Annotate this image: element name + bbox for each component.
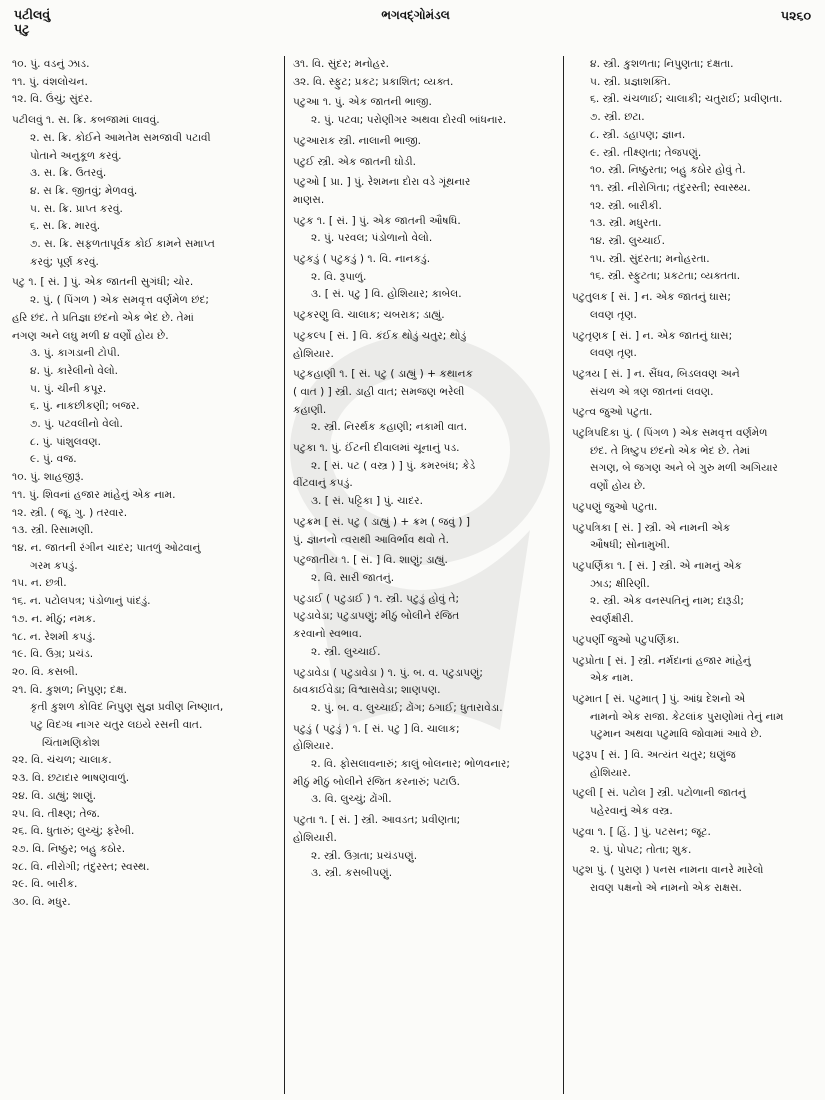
entry-line: ૨. વિ. રૂપાળું.: [311, 270, 367, 283]
entry-line: ૩. [ સં. પટ્ટિકા ] પું. ચાદર.: [311, 495, 424, 508]
page-header: [14, 7, 811, 36]
entry-line: ૩. [ સં. પટુ ] વિ. હોશિયાર; કાબેલ.: [311, 288, 462, 301]
entry-line: પટુકા ૧. પું. ઈંટની દીવાલમાં ચૂનાનું પડ.: [293, 442, 460, 455]
entry-line: પટુપર્ણિકા ૧. [ સં. ] સ્ત્રી. એ નામનું એક: [572, 559, 742, 572]
column-1: [12, 56, 285, 1094]
entry-line: પોતાને અનુકૂળ કરવું.: [30, 149, 122, 162]
entry-line: પટુ વિદગ્ધ નાગર ચતુર લઇયે રસની વાત.: [30, 719, 203, 732]
entry-line: સ્વર્ણક્ષીરી.: [590, 613, 634, 626]
entry-line: ૩. વિ. લુચ્ચું; ઢોંગી.: [311, 793, 392, 806]
entry-line: વર્ણો હોય છે.: [590, 480, 646, 493]
entry-line: પટુકરણુ વિ. ચાલાક; ચબરાક; ડાહ્યું.: [293, 309, 445, 322]
entry-line: પટુત્રય [ સં. ] ન. સૈંધવ, બિડલવણ અને: [572, 367, 740, 380]
header-guide-word-secondary: પટુ: [14, 21, 30, 36]
entry-line: ૨૬. વિ. ધુતારું; લુચ્ચું; ફરેબી.: [12, 825, 135, 838]
entry-line: પટુકહાણી ૧. [ સં. પટુ ( ડાહ્યું ) + કથાનક: [293, 368, 473, 381]
entry-line: પટુડાવેડા ( પટુડાવેડા ) ૧. પું. બ. વ. પટુડાપણું;: [293, 666, 483, 679]
entry-line: ૧૫. સ્ત્રી. સુંદરતા; મનોહરતા.: [590, 252, 710, 265]
entry-line: પટુતુલક [ સં. ] ન. એક જાતનું ઘાસ;: [572, 291, 731, 304]
entry-line: ૧૪. સ્ત્રી. લુચ્ચાઈ.: [590, 235, 665, 248]
entry-line: ૧૯. વિ. ઉગ્ર; પ્રચંડ.: [12, 648, 94, 661]
entry-line: લવણ તૃણ.: [590, 308, 637, 321]
header-page-number: ૫૨૬૦: [780, 8, 811, 23]
entry-line: ૪. સ ક્રિ. જીતવું; મેળવવું.: [30, 184, 138, 197]
entry-line: પટુઆ ૧. પું. એક જાતની ભાજી.: [293, 96, 432, 109]
entry-line: પટુતૃણક [ સં. ] ન. એક જાતનું ઘાસ;: [572, 329, 733, 342]
entry-line: પટુકલ્પ [ સં. ] વિ. કંઈક થોડું ચતુર; થોડું: [293, 329, 467, 342]
entry-line: ૧૩. સ્ત્રી. રિસામણી.: [12, 524, 94, 537]
entry-line: ૧૪. ન. જાતની રંગીન ચાદર; પાતળું ઓઢવાનું: [12, 541, 201, 554]
entry-line: ૫. સ્ત્રી. પ્રજ્ઞાશક્તિ.: [590, 75, 671, 88]
entry-line: ૫. પું. ચીની કપૂર.: [30, 382, 107, 395]
entry-line: ઔષધી; સોનામુખી.: [590, 539, 671, 552]
entry-line: ઝાડ; ક્ષીરિણી.: [590, 577, 650, 590]
entry-line: પટુપણું જુઓ પટુતા.: [572, 500, 658, 513]
entry-line: પટુઆરાક સ્ત્રી. નાલાની ભાજી.: [293, 134, 422, 147]
entry-line: માણસ.: [293, 193, 325, 206]
entry-line: ૧૫. ન. છત્રી.: [12, 577, 67, 590]
entry-line: ૨. સ્ત્રી. ઉગ્રતા; પ્રચંડપણું.: [311, 849, 418, 862]
entry-line: ૨. [ સં. પટ ( વસ્ત્ર ) ] પું. કમરબંધ; કેડે: [311, 459, 476, 472]
entry-line: ૩. સ. ક્રિ. ઉતરવું.: [30, 167, 107, 180]
entry-line: ઠાવકાઈવેડા; વિશ્વાસવેડા; શાણપણ.: [293, 684, 441, 697]
entry-line: વીંટવાનું કપડું.: [293, 477, 353, 490]
entry-line: ૩૦. વિ. મધુર.: [12, 896, 71, 909]
entry-line: નગણ અને લઘુ મળી ૪ વર્ણો હોય છે.: [12, 329, 169, 342]
entry-line: ૨૪. વિ. ડાહ્યું; શાણું.: [12, 789, 96, 802]
entry-line: ૫. સ. ક્રિ. પ્રાપ્ત કરવું.: [30, 202, 123, 215]
entry-line: પટુશ પું. ( પુરાણ ) પનસ નામના વાનરે મારેલો: [572, 864, 764, 877]
entry-line: ૨૮. વિ. નીરોગી; તંદુરસ્ત; સ્વસ્થ.: [12, 860, 150, 873]
entry-line: પટુકડું ( પટુકડું ) ૧. વિ. નાનકડું.: [293, 253, 431, 266]
column-3: [564, 56, 815, 1094]
entry-line: ૧૦. સ્ત્રી. નિષ્ઠુરતા; બહુ કઠોર હોવું તે.: [590, 164, 746, 177]
entry-line: પટુડાવેડા; પટુડાપણું; મીઠું બોલીને રંજિત: [293, 610, 460, 623]
entry-line: પટુવા ૧. [ હિં. ] પું. પટસન; જૂટ.: [572, 825, 711, 838]
entry-line: ૧૮. ન. રેશમી કપડું.: [12, 630, 96, 643]
entry-line: ૯. પું. વજ.: [30, 453, 77, 466]
entry-line: ૨. પું. ( પિંગળ ) એક સમવૃત્ત વર્ણમેળ છંદ;: [30, 294, 209, 307]
entry-line: ૪. પું. કારેલીનો વેલો.: [30, 364, 119, 377]
entry-line: હોશિયારી.: [293, 831, 337, 844]
entry-line: ૧૬. ન. પટોલપત્ર; પંડોળાનું પાંદડું.: [12, 595, 151, 608]
entry-line: પટુતા ૧. [ સં. ] સ્ત્રી. આવડત; પ્રવીણતા;: [293, 814, 461, 827]
entry-line: ૨. વિ. ફોસલાવનારું; કાલું બોલનાર; ભોળવનાર;: [311, 758, 510, 771]
entry-line: ૨. વિ. સારી જાતનું.: [311, 571, 395, 584]
entry-line: ૨૧. વિ. કુશળ; નિપુણ; દક્ષ.: [12, 683, 128, 696]
entry-line: હોશિયાર.: [293, 740, 334, 753]
entry-line: સંચળ એ ત્રણ જાતનાં લવણ.: [590, 385, 714, 398]
entry-line: ૨. પું. પરવલ; પંડોળાનો વેલો.: [311, 232, 433, 245]
entry-line: ૨૭. વિ. નિષ્ઠુર; બહુ કઠોર.: [12, 842, 126, 855]
entry-line: રાવણ પક્ષનો એ નામનો એક રાક્ષસ.: [590, 881, 742, 894]
entry-line: પટુક ૧. [ સં. ] પું. એક જાતની ઔષધિ.: [293, 214, 461, 227]
entry-line: ૭. સ્ત્રી. છટા.: [590, 111, 645, 124]
header-guide-word: પટીલવું: [14, 7, 51, 22]
entry-line: હોશિયાર.: [590, 766, 631, 779]
entry-line: ૨. પું. પોપટ; તોતા; શુક.: [590, 843, 692, 856]
entry-line: કૃતી કુશળ કોવિદ નિપુણ સુજ્ઞ પ્રવીણ નિષ્ણાત,: [30, 701, 224, 714]
entry-line: ચિંતામણિકોશ: [42, 736, 100, 749]
entry-line: પટુમાત [ સં. પટુમાત્ ] પું. આંધ્ર દેશનો એ: [572, 692, 746, 705]
entry-line: ૩. પું. કાગડાની ટોપી.: [30, 347, 120, 360]
entry-line: ૮. સ્ત્રી. ડહાપણ; જ્ઞાન.: [590, 128, 686, 141]
entry-line: ૬. સ્ત્રી. ચંચળાઈ; ચાલાકી; ચતુરાઈ; પ્રવીણતા.: [590, 93, 783, 106]
entry-line: પહેરવાનું એક વસ્ત્ર.: [590, 805, 673, 818]
entry-line: ૨. સ્ત્રી. નિરર્થક કહાણી; નકામી વાત.: [311, 421, 468, 434]
entry-line: ૨. સ્ત્રી. એક વનસ્પતિનું નામ; દારૂડી;: [590, 595, 744, 608]
entry-line: ૬. પું. નાકછીકણી; બજર.: [30, 400, 140, 413]
entry-line: પટુ ૧. [ સં. ] પું. એક જાતની સુગંધી; ચોર.: [12, 276, 194, 289]
header-book-title: ભગવદ્ગોમંડલ: [381, 8, 450, 22]
entry-line: ૧૬. સ્ત્રી. સ્ફુટતા; પ્રકટતા; વ્યક્તતા.: [590, 270, 741, 283]
entry-line: પટુજાતીય ૧. [ સં. ] વિ. શાણું; ડાહ્યું.: [293, 554, 448, 567]
entry-line: ૯. સ્ત્રી. તીક્ષ્ણતા; તેજપણું.: [590, 146, 702, 159]
entry-line: ૧૨. સ્ત્રી. ( જૂ. ગુ. ) તરવાર.: [12, 506, 128, 519]
entry-line: ૨. સ્ત્રી. લુચ્ચાઈ.: [311, 645, 381, 658]
entry-line: પટુપર્ણી જુઓ પટુપર્ણિકા.: [572, 633, 680, 646]
entry-line: ૨. સ. ક્રિ. કોઈને આમતેમ સમજાવી પટાવી: [30, 131, 211, 144]
entry-line: ૩. સ્ત્રી. કસબીપણું.: [311, 867, 393, 880]
entry-line: ૭. પું. પટવલીનો વેલો.: [30, 418, 123, 431]
entry-line: ૩૨. વિ. સ્ફુટ; પ્રકટ; પ્રકાશિત; વ્યક્ત.: [293, 75, 454, 88]
entry-line: પટુરૂપ [ સં. ] વિ. અત્યંત ચતુર; ઘણુંજ: [572, 749, 736, 762]
entry-line: કહાણી.: [293, 403, 327, 416]
entry-line: ૨૨. વિ. ચંચળ; ચાલાક.: [12, 754, 112, 767]
entry-line: ૨. પું. બ. વ. લુચ્ચાઈ; ઢોંગ; ઠગાઈ; ધુતારાવેડા.: [311, 701, 503, 714]
entry-line: પટુક્રમ [ સં. પટુ ( ડાહ્યું ) + ક્રમ ( જવું ) ]: [293, 515, 471, 528]
entry-line: ૨૯. વિ. બારીક.: [12, 878, 78, 891]
entry-line: પટુત્રિપદિકા પું. ( પિંગળ ) એક સમવૃત્ત વર્ણમેળ: [572, 427, 768, 440]
entry-line: સગણ, બે જગણ અને બે ગુરુ મળી અગિયાર: [590, 462, 778, 475]
entry-line: પટુત્વ જુઓ પટુતા.: [572, 406, 653, 419]
entry-line: પું. જ્ઞાનનો ત્વરાથી આવિર્ભાવ થવો તે.: [293, 533, 449, 546]
entry-line: પટુપ્રોતા [ સં. ] સ્ત્રી. નર્મદાનાં હજાર માંહેનું: [572, 654, 751, 667]
entry-line: ૪. સ્ત્રી. કુશળતા; નિપુણતા; દક્ષતા.: [590, 58, 734, 70]
entry-line: ૧૦. પું. શાહજીરૂં.: [12, 471, 84, 484]
entry-line: પટુઈ સ્ત્રી. એક જાતની ઘોડી.: [293, 155, 416, 168]
dictionary-columns: [12, 56, 815, 1094]
entry-line: પટુપત્રિકા [ સં. ] સ્ત્રી. એ નામની એક: [572, 521, 731, 534]
entry-line: ૧૦. પું. વડનું ઝાડ.: [12, 58, 90, 70]
entry-line: ગરમ કપડું.: [30, 559, 78, 572]
entry-line: લવણ તૃણ.: [590, 347, 637, 360]
entry-line: ૧૧. સ્ત્રી. નીરોગિતા; તંદુરસ્તી; સ્વાસ્થ્ય.: [590, 181, 751, 194]
entry-line: ૧૧. પું. વંશલોચન.: [12, 75, 88, 88]
entry-line: ૧૩. સ્ત્રી. મધુરતા.: [590, 217, 662, 230]
entry-line: ૨. પું. પટવા; પરોણીગર અથવા દોરવી બાંધનાર.: [311, 114, 507, 127]
entry-line: નામનો એક રાજા. કેટલાંક પુરાણોમાં તેનું નામ: [590, 710, 784, 723]
entry-line: ( વાત ) ] સ્ત્રી. ડાહી વાત; સમજણ ભરેલી: [293, 385, 465, 398]
entry-line: મીઠું મીઠું બોલીને રંજિત કરનારું; પટાઉ.: [293, 775, 460, 788]
column-2: [285, 56, 564, 1094]
entry-line: ૭. સ. ક્રિ. સફળતાપૂર્વક કોઈ કામને સમાપ્ત: [30, 238, 215, 251]
entry-line: ૨૫. વિ. તીક્ષ્ણ; તેજ.: [12, 807, 100, 820]
entry-line: પટુલી [ સં. પટોલ ] સ્ત્રી. પટોળાની જાતનું: [572, 787, 746, 800]
entry-line: ૩૧. વિ. સુંદર; મનોહર.: [293, 58, 390, 70]
entry-line: પટુડું ( પટુડું ) ૧. [ સં. પટુ ] વિ. ચાલાક;: [293, 722, 460, 735]
entry-line: ૧૭. ન. મીઠું; નમક.: [12, 612, 96, 625]
entry-line: ૮. પું. પાંશુલવણ.: [30, 435, 102, 448]
entry-line: પટુમાન અથવા પટુમાવિ જોવામાં આવે છે.: [590, 728, 763, 741]
entry-line: ૨૦. વિ. કસબી.: [12, 665, 79, 678]
entry-line: ૨૩. વિ. છટાદાર ભાષણવાળું.: [12, 772, 130, 785]
entry-line: પટુડાઈ ( પટુડાઈ ) ૧. સ્ત્રી. પટુડું હોવું તે;: [293, 592, 460, 605]
entry-line: પટુઓ [ પ્રા. ] પું. રેશમના દોરા વડે ગૂંથનાર: [293, 176, 471, 189]
entry-line: પટીલવું ૧. સ. ક્રિ. કબજામાં લાવવું.: [12, 114, 160, 127]
entry-line: ૧૨. વિ. ઉંચું; સુંદર.: [12, 93, 93, 106]
entry-line: છંદ. તે ત્રિષ્ટુપ છંદનો એક ભેદ છે. તેમાં: [590, 444, 750, 457]
entry-line: ૬. સ. ક્રિ. મારવું.: [30, 220, 101, 233]
entry-line: હરિ છંદ. તે પ્રતિજ્ઞા છંદનો એક ભેદ છે. તેમાં: [12, 311, 194, 324]
entry-line: કરવું; પૂર્ણ કરવું.: [30, 255, 99, 268]
entry-line: કરવાનો સ્વભાવ.: [293, 628, 362, 641]
entry-line: એક નામ.: [590, 672, 634, 685]
entry-line: ૧૧. પું. શિવનાં હજાર માંહેનું એક નામ.: [12, 488, 176, 501]
entry-line: ૧૨. સ્ત્રી. બારીકી.: [590, 199, 662, 212]
entry-line: હોશિયાર.: [293, 347, 334, 360]
